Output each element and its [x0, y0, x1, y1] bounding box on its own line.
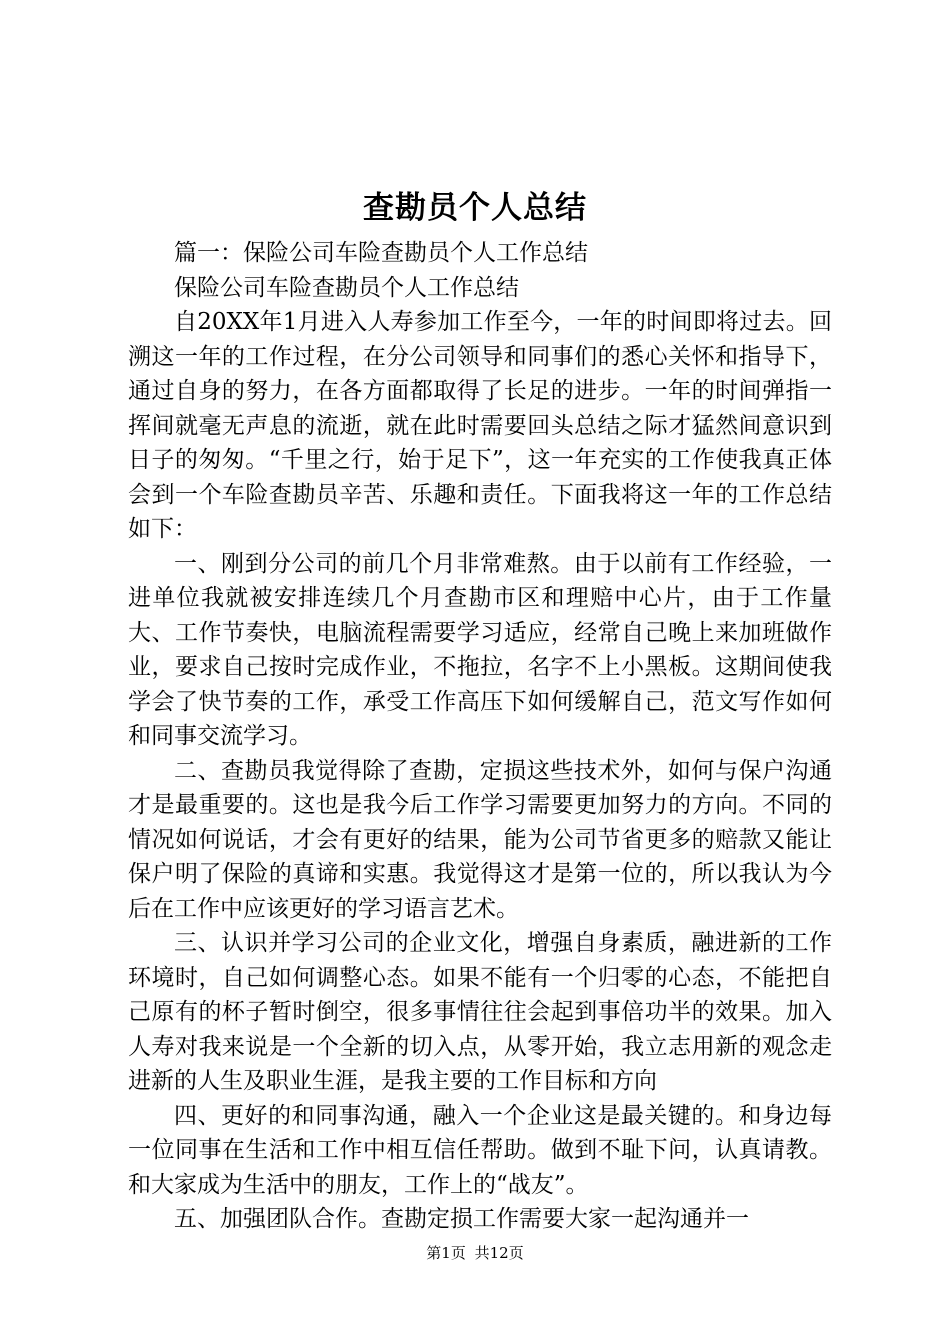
paragraph: 二、查勘员我觉得除了查勘，定损这些技术外，如何与保户沟通才是最重要的。这也是我今后工作学习需要更加努力的方向。不同的情况如何说话，才会有更好的结果，能为公司节省更多的赔款又能让保户明了保险的真谛和实惠。我觉得这才是第一位的，所以我认为今后在工作中应该更好的学习语言艺术。 [128, 757, 832, 922]
document-title: 查勘员个人总结 [363, 190, 587, 226]
paragraph: 篇一：保险公司车险查勘员个人工作总结 [174, 240, 588, 266]
paragraph: 三、认识并学习公司的企业文化，增强自身素质，融进新的工作环境时，自己如何调整心态。如果不能有一个归零的心态，不能把自己原有的杯子暂时倒空，很多事情往往会起到事倍功半的效果。加入人寿对我来说是一个全新的切入点，从零开始，我立志用新的观念走进新的人生及职业生涯，是我主要的工作目标和方向 [128, 930, 832, 1094]
paragraph: 四、更好的和同事沟通，融入一个企业这是最关键的。和身边每一位同事在生活和工作中相互信任帮助。做到不耻下问，认真请教。和大家成为生活中的朋友，工作上的“战友”。 [128, 1102, 832, 1198]
paragraph: 保险公司车险查勘员个人工作总结 [174, 274, 519, 301]
page-footer [0, 1242, 950, 1264]
paragraph: 五、加强团队合作。查勘定损工作需要大家一起沟通并一 [174, 1206, 749, 1232]
document-body [128, 236, 832, 1237]
page-number: 第1页 [426, 1244, 466, 1262]
page-total: 共12页 [474, 1244, 524, 1262]
paragraph: 一、刚到分公司的前几个月非常难熬。由于以前有工作经验，一进单位我就被安排连续几个月查勘市区和理赔中心片，由于工作量大、工作节奏快，电脑流程需要学习适应，经常自己晚上来加班做作业，要求自己按时完成作业，不拖拉，名字不上小黑板。这期间使我学会了快节奏的工作，承受工作高压下如何缓解自己，范文写作如何和同事交流学习。 [128, 550, 832, 749]
paragraph: 自20XX年1月进入人寿参加工作至今，一年的时间即将过去。回溯这一年的工作过程，在分公司领导和同事们的悉心关怀和指导下，通过自身的努力，在各方面都取得了长足的进步。一年的时间弹指一挥间就毫无声息的流逝，就在此时需要回头总结之际才猛然间意识到日子的匆匆。“千里之行，始于足下”，这一年充实的工作使我真正体会到一个车险查勘员辛苦、乐趣和责任。下面我将这一年的工作总结如下： [128, 309, 832, 542]
